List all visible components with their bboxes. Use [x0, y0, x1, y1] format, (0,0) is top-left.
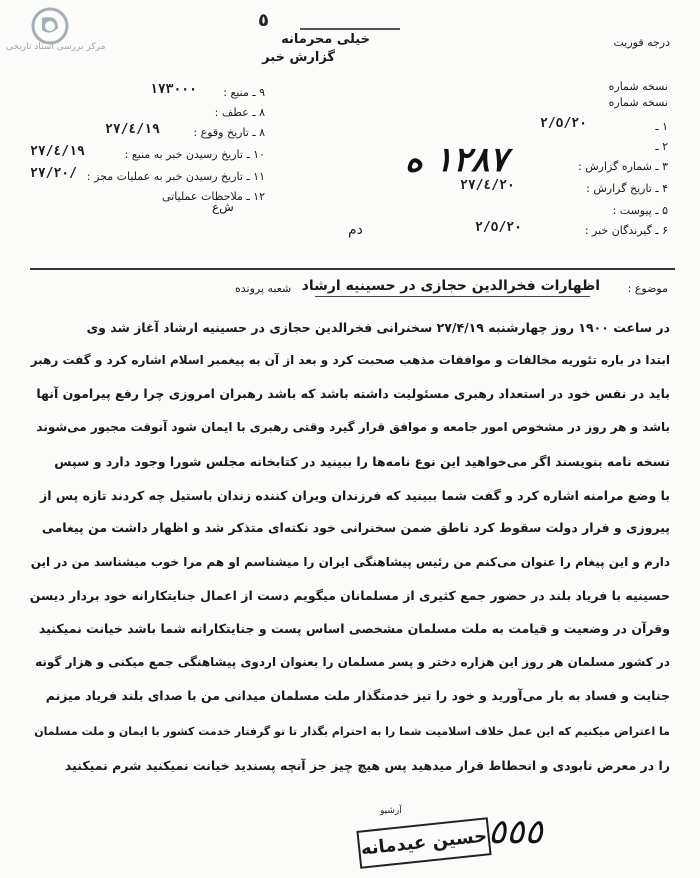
- handwritten-mark: ش‌ع: [212, 200, 234, 214]
- topic-underline: [315, 296, 590, 297]
- report-title: گزارش خبر: [262, 50, 335, 65]
- body-line: با وضع مرامنه اشاره کرد و گفت شما ببینید که فرزندان ویران کننده زندان باستیل چه کردند تازه پس از: [40, 488, 670, 503]
- body-line: نسخه نامه بنویسند اگر می‌خواهید این نوع نامه‌ها را ببینید در کتابخانه مجلس شورا وجود دارد و سپس: [54, 454, 670, 469]
- right-field-label: ۳ ـ شماره گزارش :: [578, 160, 668, 173]
- right-field-label: ۲ ـ: [655, 140, 668, 153]
- handwritten-initials: دم: [348, 222, 363, 238]
- right-field-label: ۵ ـ پیوست :: [612, 204, 668, 217]
- right-field-label: نسخه شماره: [608, 96, 668, 109]
- left-field-value: ٢٧/٢٠/: [30, 166, 77, 181]
- file-section-note: شعبه پرونده: [235, 282, 292, 295]
- left-field-label: ۸ ـ عطف :: [214, 106, 265, 119]
- stamp-caption: آرشیو: [380, 806, 402, 816]
- header-underline: [300, 28, 400, 30]
- classification-title: خیلی محرمانه: [281, 32, 370, 47]
- topic-value: اظهارات فخرالدین حجازی در حسینیه ارشاد: [301, 278, 600, 294]
- body-line: ما اعتراض میکنیم که این عمل خلاف اسلامیت شما را به احترام بگذار تا تو گرفتار خدمت کشور با ایمان و ملت مسلمان: [34, 725, 670, 738]
- body-line: را در معرض نابودی و انحطاط قرار میدهید پس هیچ چیز جز آنچه پسندید خیانت نمیکنید شرم نمیکنید: [64, 758, 670, 773]
- body-line: در کشور مسلمان هر روز این هزاره دختر و پسر مسلمان را بعنوان اردوی پیشاهنگی جمع میکنی و هزار گونه: [35, 655, 670, 669]
- right-field-label: نسخه شماره: [608, 80, 668, 93]
- urgency-label: درجه فوریت: [613, 36, 670, 49]
- body-line: در ساعت ۱۹۰۰ روز چهارشنبه ۲۷/۴/۱۹ سخنرانی فخرالدین حجازی در حسینیه ارشاد آغاز شد وی: [86, 320, 670, 335]
- body-line: دارم و این پیغام را عنوان می‌کنم من رئیس پیشاهنگی ایران را میشناسم او هم مرا خوب میشناسد من در این: [30, 555, 670, 569]
- body-line: باید در نفس خود در استعداد رهبری مسئولیت داشته باشد که باشد رهبران امروزی چرا رفع پیرامون آنها: [36, 386, 670, 401]
- registration-number: ١٢٨٧ ه: [405, 140, 508, 180]
- right-field-label: ۶ ـ گیرندگان خبر :: [584, 224, 668, 237]
- left-field-label: ۸ ـ تاریخ وقوع :: [193, 126, 265, 139]
- archive-logo-icon: [30, 6, 70, 46]
- left-field-label: ۱۰ ـ تاریخ رسیدن خبر به منبع :: [124, 148, 265, 161]
- body-line: ابتدا در باره تئوریه مخالفات و موافقات مذهب صحبت کرد و بعد از آن به پیغمبر اسلام اشاره کرد و گفت رهبر: [30, 353, 670, 367]
- right-field-value: ٢/٥/٢٠: [540, 116, 587, 131]
- left-field-label: ۹ ـ منبع :: [223, 86, 265, 99]
- section-divider: [30, 268, 675, 270]
- left-field-value: ٢٧/٤/١٩: [30, 144, 85, 159]
- right-field-label: ۱ ـ: [655, 120, 668, 133]
- watermark-text: مرکز بررسی اسناد تاریخی: [6, 42, 106, 52]
- body-line: پیروزی و فرار دولت سقوط کرد ناطق ضمن سخنرانی خود نکته‌ای متذکر شد و اظهار داشت من پیغامی: [41, 520, 670, 535]
- left-field-label: ۱۲ ـ ملاحظات عملیاتی: [162, 190, 265, 203]
- name-stamp: حسین عیدمانه: [356, 817, 491, 869]
- header-stamp: ٥: [258, 10, 269, 31]
- body-line: حسینیه با فریاد بلند در حضور جمع کثیری از مسلمانان میگویم دست از اعمال جنایتکارانه خود بردار دیسن: [29, 588, 670, 603]
- left-field-value: ١٧٣٠٠٠: [150, 82, 197, 97]
- right-field-value: ٢/٥/٢٠: [475, 220, 522, 235]
- left-field-label: ۱۱ ـ تاریخ رسیدن خبر به عملیات مجز :: [86, 170, 265, 183]
- right-field-value: ٢٧/٤/٢٠: [460, 178, 515, 193]
- topic-label: موضوع :: [627, 282, 668, 295]
- body-line: باشد و هر روز در مشخوص امور جامعه و موافق قرار گیرد وقتی رهبری با ایمان شود آنوقت مجبور می‌شوند: [36, 420, 670, 434]
- body-line: جنایت و فساد به بار می‌آورید و خود را تیز خدمتگذار ملت مسلمان میدانی من با صدای بلند فریاد میزنم: [45, 688, 670, 703]
- handwritten-signature: ٥٥٥: [488, 812, 543, 852]
- body-line: وقرآن در وضعیت و قیامت به ملت مسلمان مشخصی اساس پست و جنایتکارانه شما باشد خیانت نمیکنید: [38, 621, 670, 636]
- right-field-label: ۴ ـ تاریخ گزارش :: [586, 182, 668, 195]
- left-field-value: ٢٧/٤/١٩: [105, 122, 160, 137]
